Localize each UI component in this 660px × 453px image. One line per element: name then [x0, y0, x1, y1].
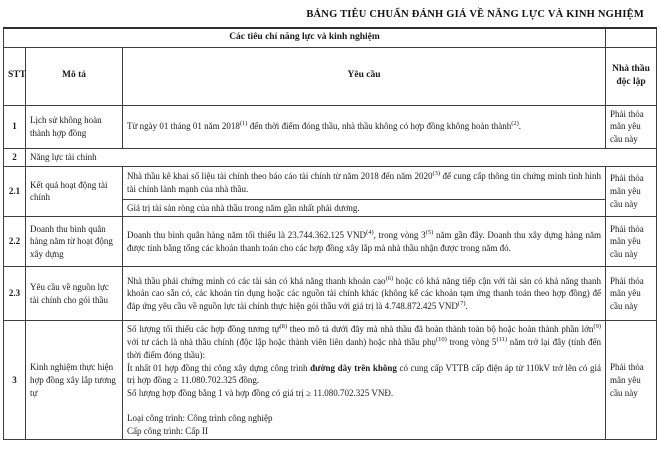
requirement-paragraph: Giá trị tài sản ròng của nhà thầu trong năm gần nhất phải dương. [127, 202, 360, 213]
description-cell: Kinh nghiệm thực hiện hợp đồng xây lắp tương tự [26, 321, 123, 440]
requirement-cell [123, 199, 606, 217]
requirement-paragraph: Số lượng hợp đồng bằng 1 và hợp đồng có giá trị ≥ 11.080.702.325 VNĐ. [127, 388, 394, 399]
requirement-paragraph: Loại công trình: Công trình công nghiệp [127, 412, 273, 423]
stt-cell: 2 [4, 148, 26, 166]
description-cell: Kết quả hoạt động tài chính [26, 166, 123, 217]
description-cell: Yêu cầu về nguồn lực tài chính cho gói thầu [26, 267, 123, 321]
requirement-cell [123, 321, 606, 440]
independent-bidder-cell: Phải thỏa mãn yêu cầu này [606, 217, 657, 267]
stt-cell: 1 [4, 105, 26, 148]
table-row-2-section [4, 148, 657, 166]
table-row-2-1 [4, 166, 657, 199]
group-header-row [4, 28, 657, 47]
requirement-cell [123, 267, 606, 321]
requirement-paragraph: Ít nhất 01 hợp đồng thi công xây dựng công trình đường dây trên không có cung cấp VTTB cấp điện áp từ 110kV trở lên có giá trị hợp đồng ≥ 11.080.702.325 đồng. [127, 362, 601, 386]
table-group-header: Các tiêu chí năng lực và kinh nghiệm [4, 28, 606, 47]
requirement-paragraph-blank [127, 400, 601, 412]
stt-cell: 3 [4, 321, 26, 440]
requirement-cell [123, 105, 606, 148]
table-row-2-2 [4, 217, 657, 267]
requirement-paragraph: Doanh thu bình quân hàng năm tối thiểu là 23.744.362.125 VND$^{(4)}$, trong vòng 3$^{(5)}$ năm gần đây. Doanh thu xây dựng hàng năm được tính bằng tổng các khoản thanh toán cho các hợp đồng xây lắp mà nhà thầu nhận được trong năm đó. [127, 229, 602, 253]
independent-bidder-cell: Phải thỏa mãn yêu cầu này [606, 105, 657, 148]
section-title: Năng lực tài chính [26, 148, 657, 166]
evaluation-criteria-table [3, 27, 657, 440]
description-cell: Lịch sử không hoàn thành hợp đồng [26, 105, 123, 148]
requirement-paragraph: Cấp công trình: Cấp II [127, 425, 208, 436]
column-header-stt: STT [4, 47, 26, 105]
requirement-paragraph: Từ ngày 01 tháng 01 năm 2018$^{(1)}$ đến thời điểm đóng thầu, nhà thầu không có hợp đồng không hoàn thành$^{(2)}$. [127, 120, 522, 132]
column-header-independent-bidder: Nhà thầu độc lập [606, 47, 657, 105]
column-header-description: Mô tả [26, 47, 123, 105]
requirement-paragraph: Nhà thầu kê khai số liệu tài chính theo báo cáo tài chính từ năm 2018 đến năm 2020$^{(3)}$ để cung cấp thông tin chứng minh tình hình tài chính lành mạnh của nhà thầu. [127, 169, 601, 194]
requirement-paragraph: Số lượng tối thiểu các hợp đồng tương tự$^{(8)}$ theo mô tả dưới đây mà nhà thầu đã hoàn thành toàn bộ hoặc hoàn thành phần lớn$^{(9)}$ với tư cách là nhà thầu chính (độc lập hoặc thành viên liên danh) hoặc nhà thầu phụ$^{(10)}$ trong vòng 5$^{(11)}$ năm trở lại đây (tính đến thời điểm đóng thầu): [127, 323, 601, 360]
group-header-spacer-cell [606, 28, 657, 47]
document-title: BẢNG TIÊU CHUẨN ĐÁNH GIÁ VỀ NĂNG LỰC VÀ KINH NGHIỆM [306, 9, 644, 20]
requirement-paragraph: Nhà thầu phải chứng minh có các tài sản có khả năng thanh khoản cao$^{(6)}$ hoặc có khả năng tiếp cận với tài sản có khả năng thanh khoản cao sẵn có, các khoản tín dụng hoặc các nguồn tài chính khác (không kể các khoản tạm ứng thanh toán theo hợp đồng) để đáp ứng yêu cầu về nguồn lực tài chính thực hiện gói thầu với giá trị là 4.748.872.425 VND$^{(7)}$. [127, 274, 601, 312]
column-header-requirement: Yêu cầu [123, 47, 606, 105]
table-row-3 [4, 321, 657, 440]
requirement-cell [123, 217, 606, 267]
stt-cell: 2.1 [4, 166, 26, 217]
requirement-cell [123, 166, 606, 199]
stt-cell: 2.2 [4, 217, 26, 267]
description-cell: Doanh thu bình quân hàng năm từ hoạt động xây dựng [26, 217, 123, 267]
column-header-row [4, 47, 657, 105]
table-row-2-3 [4, 267, 657, 321]
independent-bidder-cell: Phải thỏa mãn yêu cầu này [606, 321, 657, 440]
independent-bidder-cell: Phải thỏa mãn yêu cầu này [606, 267, 657, 321]
stt-cell: 2.3 [4, 267, 26, 321]
table-row-1 [4, 105, 657, 148]
independent-bidder-cell: Phải thỏa mãn yêu cầu này [606, 166, 657, 217]
